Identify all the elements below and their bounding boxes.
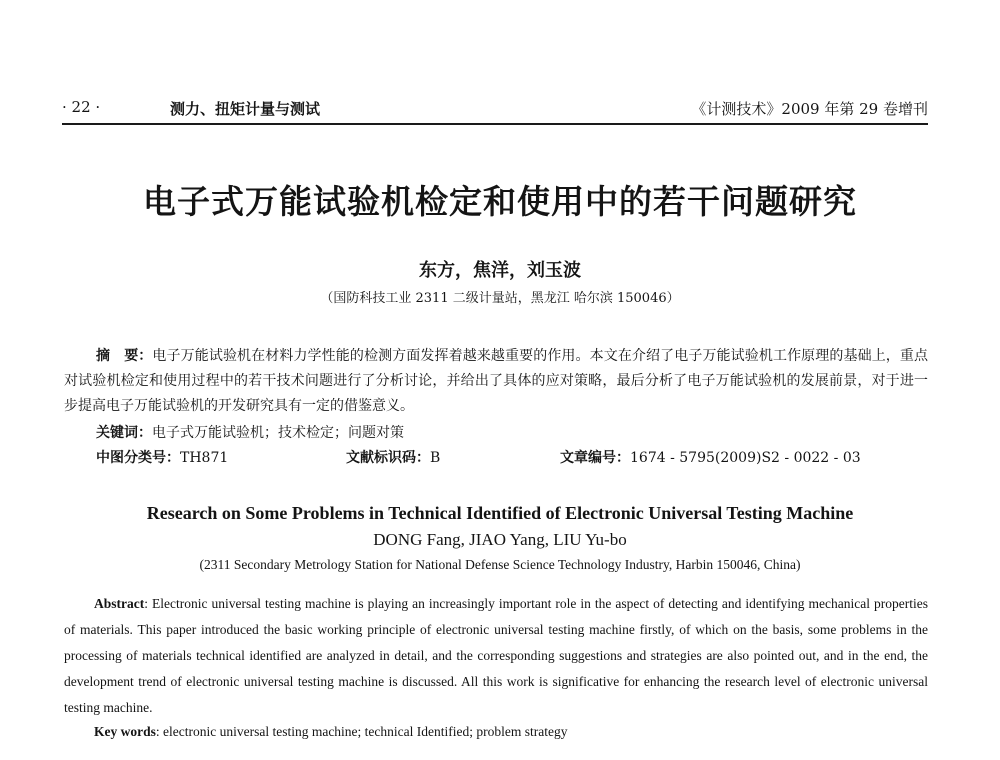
page-number: · 22 · <box>62 98 101 116</box>
abstract-en-label: Abstract <box>94 596 145 611</box>
keywords-cn-text: 电子式万能试验机；技术检定；问题对策 <box>152 425 404 441</box>
document-code <box>346 446 440 471</box>
running-header <box>62 98 928 120</box>
keywords-en <box>94 719 928 745</box>
abstract-cn <box>64 344 928 419</box>
authors-en: DONG Fang, JIAO Yang, LIU Yu-bo <box>373 530 627 549</box>
clc-number <box>96 446 228 471</box>
abstract-en <box>64 591 928 721</box>
keywords-cn <box>96 421 926 446</box>
clc-value: TH871 <box>180 450 229 466</box>
header-rule <box>62 123 928 125</box>
section-name: 测力、扭矩计量与测试 <box>170 100 321 118</box>
clc-label: 中图分类号： <box>96 450 180 466</box>
paper-title-en: Research on Some Problems in Technical Identified of Electronic Universal Testing Machine <box>146 503 854 523</box>
abstract-cn-label: 摘 要： <box>96 348 153 364</box>
paper-title-cn: 电子式万能试验机检定和使用中的若干问题研究 <box>143 182 857 221</box>
affiliation-en: (2311 Secondary Metrology Station for National Defense Science Technology Industry, Harbin 150046, China) <box>199 557 801 572</box>
article-number-label: 文章编号： <box>560 450 630 466</box>
document-code-label: 文献标识码： <box>346 450 430 466</box>
affiliation-cn: （国防科技工业 2311 二级计量站，黑龙江 哈尔滨 150046） <box>320 291 680 306</box>
document-code-value: B <box>430 450 441 466</box>
article-number-value: 1674 - 5795(2009)S2 - 0022 - 03 <box>630 450 861 466</box>
abstract-cn-text: 电子万能试验机在材料力学性能的检测方面发挥着越来越重要的作用。本文在介绍了电子万能试验机工作原理的基础上，重点对试验机检定和使用过程中的若干技术问题进行了分析讨论，并给出了具体的应对策略，最后分析了电子万能试验机的发展前景，对于进一步提高电子万能试验机的开发研究具有一定的借鉴意义。 <box>64 348 929 414</box>
abstract-en-text: : Electronic universal testing machine is playing an increasingly important role in the aspect of detecting and identifying mechanical properties of materials. This paper introduced the basic working principle of electronic universal testing machine firstly, of which on the basis, some problems in the processing of materials technical identified are analyzed in detail, and the corresponding suggestions and strategies are also pointed out, and in the end, the development trend of electronic universal testing machine is discussed. All this work is significative for enhancing the research level of electronic universal testing machine. <box>64 596 928 715</box>
keywords-en-label: Key words <box>94 724 156 739</box>
journal-citation: 《计测技术》2009 年第 29 卷增刊 <box>691 100 928 118</box>
article-number <box>560 446 861 471</box>
keywords-cn-label: 关键词： <box>96 425 152 441</box>
keywords-en-text: : electronic universal testing machine; technical Identified; problem strategy <box>155 724 568 739</box>
authors-cn: 东方，焦洋，刘玉波 <box>419 260 581 281</box>
